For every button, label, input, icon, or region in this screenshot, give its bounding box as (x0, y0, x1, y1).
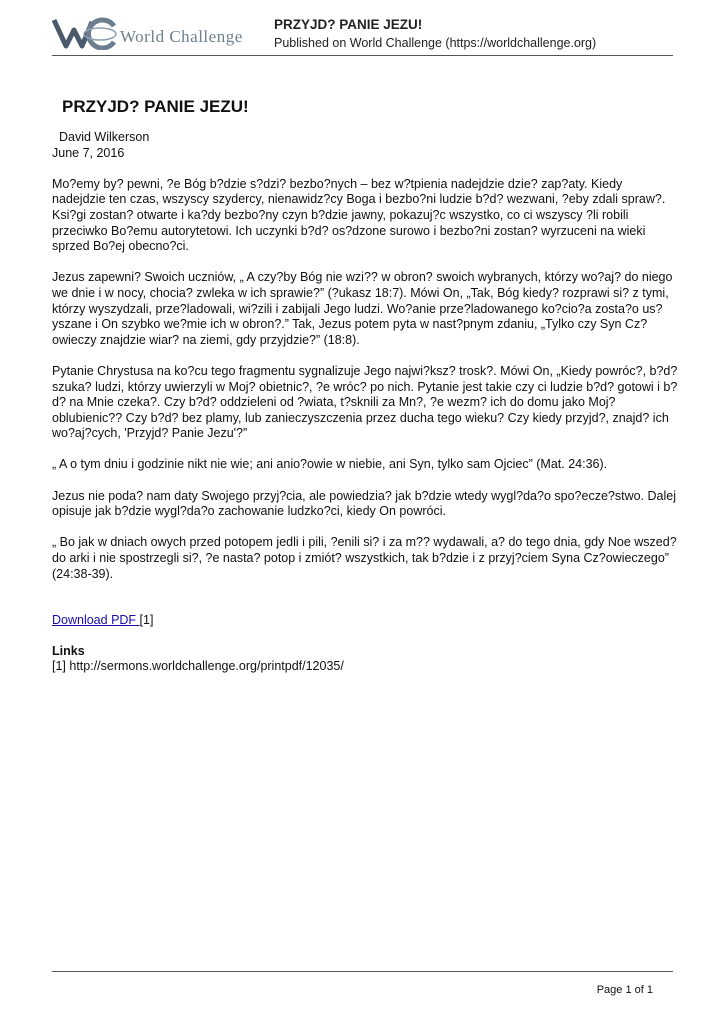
published-source: Published on World Challenge (https://worldchallenge.org) (274, 36, 597, 50)
paragraph: „ A o tym dniu i godzinie nikt nie wie; ani anio?owie w niebie, ani Syn, tylko sam Ojciec” (Mat. 24:36). (52, 457, 608, 472)
paragraph: Jezus zapewni? Swoich uczniów, „ A czy?by Bóg nie wzi?? w obron? swoich wybranych, którzy wo?aj? do niego we dnie i w nocy, chocia? zwleka w ich sprawie?” (?ukasz 18:7). Mówi On, „Tak, Bóg kiedy? rozprawi si? z tymi, którzy wyszydzali, prze?ladowali, wi?zili i zabijali Jego ludzi. Wo?anie prze?ladowanego ko?cio?a zosta?o us?yszane i On szybko we?mie ich w obron?.” Tak, Jezus potem pyta w nast?pnym zdaniu, „Tylko czy Syn Cz?owieczy znajdzie wiar? na ziemi, gdy przyjdzie?” (18:8). (52, 270, 673, 347)
footer-divider (52, 971, 673, 972)
article-title: PRZYJD? PANIE JEZU! (62, 97, 249, 116)
header-divider (52, 55, 673, 56)
link-item: [1] http://sermons.worldchallenge.org/printpdf/12035/ (52, 659, 344, 674)
download-reference: [1] (139, 613, 154, 628)
header-title: PRZYJD? PANIE JEZU! (274, 17, 423, 32)
paragraph: Jezus nie poda? nam daty Swojego przyj?cia, ale powiedzia? jak b?dzie wtedy wygl?da?o spo?ecze?stwo. Dalej opisuje jak b?dzie wygl?da?o zachowanie ludzko?ci, kiedy On powróci. (52, 488, 676, 519)
publish-date: June 7, 2016 (52, 145, 125, 160)
page-number: Page 1 of 1 (596, 984, 653, 996)
world-challenge-logo (52, 16, 252, 50)
page-header (52, 10, 673, 55)
paragraph: „ Bo jak w dniach owych przed potopem jedli i pili, ?enili si? i za m?? wydawali, a? do tego dnia, gdy Noe wszed? do arki i nie spostrzegli si?, ?e nasta? potop i zmiót? wszystkich, tak b?dzie i z przyj?ciem Syna Cz?owieczego” (24:38-39). (52, 535, 677, 581)
links-heading: Links (52, 643, 85, 658)
download-section (52, 613, 678, 629)
download-pdf-link[interactable]: Download PDF (52, 613, 140, 628)
article-meta (52, 130, 678, 161)
article-body (52, 130, 678, 675)
author-name: David Wilkerson (59, 130, 150, 144)
logo-wordmark: World Challenge (120, 27, 243, 46)
paragraph: Mo?emy by? pewni, ?e Bóg b?dzie s?dzi? bezbo?nych – bez w?tpienia nadejdzie dzie? zap?aty. Kiedy nadejdzie ten czas, wszyscy szydercy, nienawidz?cy Boga i bezbo?ni ludzie b?d? wezwani, ?eby zdali spraw?. Ksi?gi zostan? otwarte i ka?dy bezbo?ny czyn b?dzie jawny, pokazuj?c wszystko, co ci wszyscy ?li robili przeciwko Bo?emu autorytetowi. Ich uczynki b?d? os?dzone surowo i bezbo?ni zostan? wyrzuceni na wieki sprzed Bo?ej obecno?ci. (52, 176, 666, 254)
header-info (274, 17, 596, 52)
paragraph: Pytanie Chrystusa na ko?cu tego fragmentu sygnalizuje Jego najwi?ksz? trosk?. Mówi On, „Kiedy powróc?, b?d? szuka? ludzi, którzy uwierzyli w Moj? obietnic?, ?e wróc? po nich. Pytanie jest takie czy ci ludzie b?d? gotowi i b?d? na Mnie czeka?. Czy b?d? oddzieleni od ?wiata, t?sknili za Mn?, ?e wezm? ich do domu jako Moj? oblubienic?? Czy b?d? bez plamy, lub zanieczyszczenia przez ducha tego wieku? Czy kiedy przyjd?, znajd? ich wo?aj?cych, 'Przyjd? Panie Jezu'?” (52, 363, 678, 441)
globe-logo-icon (52, 16, 118, 50)
